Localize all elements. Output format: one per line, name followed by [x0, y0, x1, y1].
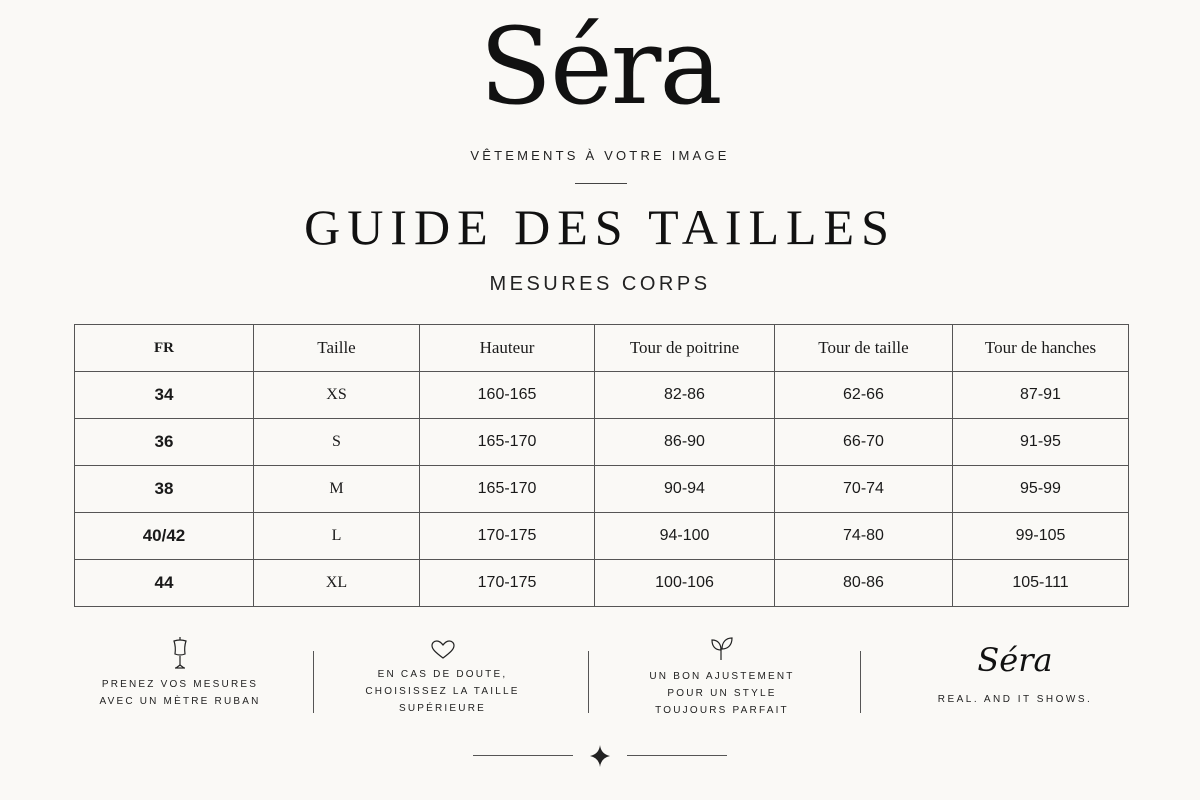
- table-row: [75, 560, 1129, 607]
- table-cell: 80-86: [775, 560, 953, 607]
- table-cell: XS: [254, 372, 420, 419]
- table-cell: S: [254, 419, 420, 466]
- table-cell: 66-70: [775, 419, 953, 466]
- column-header: Tour de taille: [775, 325, 953, 372]
- footer-slogan: REAL. AND IT SHOWS.: [937, 694, 1093, 705]
- table-cell: 99-105: [953, 513, 1129, 560]
- table-cell: 95-99: [953, 466, 1129, 513]
- column-header: FR: [75, 325, 254, 372]
- table-cell: 165-170: [420, 419, 595, 466]
- column-header: Tour de poitrine: [595, 325, 775, 372]
- table-cell: 170-175: [420, 513, 595, 560]
- column-header: Taille: [254, 325, 420, 372]
- table-row: [75, 372, 1129, 419]
- table-cell: 62-66: [775, 372, 953, 419]
- footer-logo: Séra: [977, 641, 1053, 679]
- leaf-icon: [710, 636, 734, 662]
- table-cell: L: [254, 513, 420, 560]
- table-cell: 82-86: [595, 372, 775, 419]
- tip-line: POUR UN STYLE: [667, 688, 777, 699]
- page-subtitle: MESURES CORPS: [489, 273, 711, 295]
- tip-measure: [90, 636, 270, 710]
- tip-line: PRENEZ VOS MESURES: [101, 679, 259, 690]
- tip-line: SUPÉRIEURE: [398, 703, 486, 714]
- table-cell: 160-165: [420, 372, 595, 419]
- table-cell: 165-170: [420, 466, 595, 513]
- table-cell: XL: [254, 560, 420, 607]
- table-cell: 91-95: [953, 419, 1129, 466]
- tip-line: TOUJOURS PARFAIT: [655, 705, 789, 716]
- table-cell: 100-106: [595, 560, 775, 607]
- table-header-row: [75, 325, 1129, 372]
- sparkle-icon: [590, 745, 610, 767]
- table-cell: 74-80: [775, 513, 953, 560]
- table-cell: 38: [75, 466, 254, 513]
- table-row: [75, 466, 1129, 513]
- tip-line: AVEC UN MÈTRE RUBAN: [99, 696, 261, 707]
- tip-line: CHOISISSEZ LA TAILLE: [365, 686, 520, 697]
- tip-fit: [622, 636, 822, 719]
- tip-doubt: [345, 640, 540, 717]
- table-row: [75, 419, 1129, 466]
- footer-brand: [900, 641, 1130, 705]
- size-table: [74, 324, 1129, 607]
- column-header: Tour de hanches: [953, 325, 1129, 372]
- table-cell: 90-94: [595, 466, 775, 513]
- table-cell: M: [254, 466, 420, 513]
- divider: [588, 651, 589, 713]
- table-cell: 105-111: [953, 560, 1129, 607]
- column-header: Hauteur: [420, 325, 595, 372]
- page-title: GUIDE DES TAILLES: [304, 199, 896, 255]
- table-cell: 87-91: [953, 372, 1129, 419]
- divider: [860, 651, 861, 713]
- table-cell: 170-175: [420, 560, 595, 607]
- divider: [473, 755, 573, 756]
- table-cell: 94-100: [595, 513, 775, 560]
- tip-line: EN CAS DE DOUTE,: [377, 669, 508, 680]
- table-cell: 86-90: [595, 419, 775, 466]
- table-cell: 44: [75, 560, 254, 607]
- brand-logo: Séra: [479, 5, 721, 128]
- tip-line: UN BON AJUSTEMENT: [649, 671, 795, 682]
- table-cell: 70-74: [775, 466, 953, 513]
- table-cell: 36: [75, 419, 254, 466]
- table-cell: 40/42: [75, 513, 254, 560]
- divider: [575, 183, 627, 184]
- divider: [313, 651, 314, 713]
- dress-form-icon: [170, 636, 190, 670]
- heart-icon: [431, 640, 455, 660]
- divider: [627, 755, 727, 756]
- table-cell: 34: [75, 372, 254, 419]
- table-row: [75, 513, 1129, 560]
- brand-tagline: VÊTEMENTS À VOTRE IMAGE: [470, 148, 730, 163]
